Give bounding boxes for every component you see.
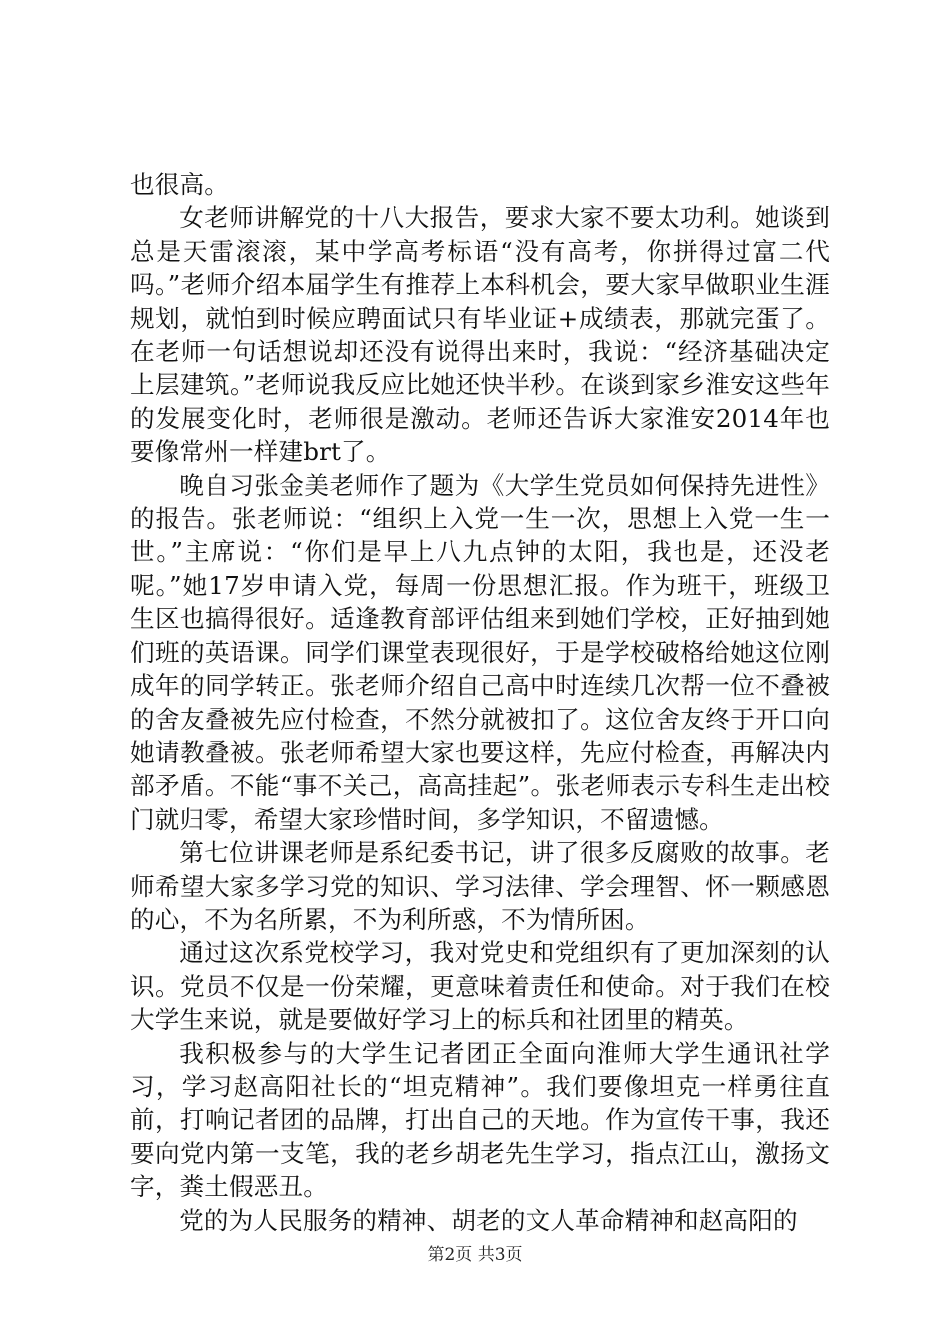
page-footer (0, 1245, 950, 1265)
page-number: 第2页 共3页 (427, 1245, 523, 1265)
paragraph-party-school: 通过这次系党校学习，我对党史和党组织有了更加深刻的认识。党员不仅是一份荣耀，更意味着责任和使命。对于我们在校大学生来说，就是要做好学习上的标兵和社团里的精英。 (130, 938, 830, 1035)
document-body (130, 168, 830, 1237)
paragraph-female-teacher: 女老师讲解党的十八大报告，要求大家不要太功利。她谈到总是天雷滚滚，某中学高考标语“没有高考，你拼得过富二代吗。”老师介绍本届学生有推荐上本科机会，要大家早做职业生涯规划，就怕到时候应聘面试只有毕业证+成绩表，那就完蛋了。在老师一句话想说却还没有说得出来时，我说：“经济基础决定上层建筑。”老师说我反应比她还快半秒。在谈到家乡淮安这些年的发展变化时，老师很是激动。老师还告诉大家淮安2014年也要像常州一样建brt了。 (130, 203, 831, 467)
paragraph-closing: 党的为人民服务的精神、胡老的文人革命精神和赵高阳的 (179, 1205, 798, 1235)
paragraph-evening-study: 晚自习张金美老师作了题为《大学生党员如何保持先进性》的报告。张老师说：“组织上入党一生一次，思想上入党一生一世。”主席说：“你们是早上八九点钟的太阳，我也是，还没老呢。”她17岁申请入党，每周一份思想汇报。作为班干，班级卫生区也搞得很好。适逢教育部评估组来到她们学校，正好抽到她们班的英语课。同学们课堂表现很好，于是学校破格给她这位刚成年的同学转正。张老师介绍自己高中时连续几次帮一位不叠被的舍友叠被先应付检查，不然分就被扣了。这位舍友终于开口向她请教叠被。张老师希望大家也要这样，先应付检查，再解决内部矛盾。不能“事不关己，高高挂起”。张老师表示专科生走出校门就归零，希望大家珍惜时间，多学知识，不留遗憾。 (130, 470, 830, 834)
paragraph-continuation: 也很高。 (130, 170, 229, 199)
paragraph-reporter-group: 我积极参与的大学生记者团正全面向淮师大学生通讯社学习，学习赵高阳社长的“坦克精神”。我们要像坦克一样勇往直前，打响记者团的品牌，打出自己的天地。作为宣传干事，我还要向党内第一支笔，我的老乡胡老先生学习，指点江山，激扬文字，粪土假恶丑。 (130, 1038, 830, 1202)
paragraph-seventh-teacher: 第七位讲课老师是系纪委书记，讲了很多反腐败的故事。老师希望大家多学习党的知识、学习法律、学会理智、怀一颗感恩的心，不为名所累，不为利所惑，不为情所困。 (130, 838, 830, 934)
